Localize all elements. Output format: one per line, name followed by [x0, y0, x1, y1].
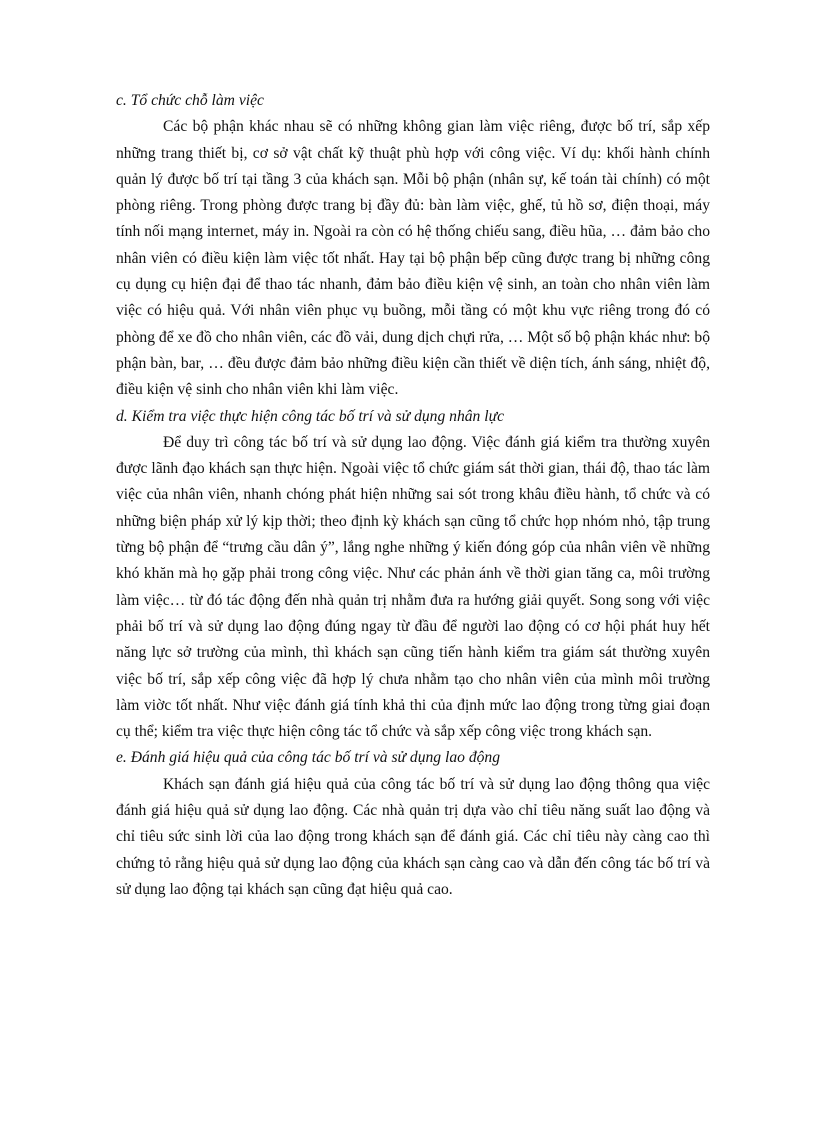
- section-paragraph: Các bộ phận khác nhau sẽ có những không gian làm việc riêng, được bố trí, sắp xếp những trang thiết bị, cơ sở vật chất kỹ thuật phù hợp với công việc. Ví dụ: khối hành chính quản lý được bố trí tại tầng 3 của khách sạn. Mỗi bộ phận (nhân sự, kế toán tài chính) có một phòng riêng. Trong phòng được trang bị đầy đủ: bàn làm việc, ghế, tủ hồ sơ, điện thoại, máy tính nối mạng internet, máy in. Ngoài ra còn có hệ thống chiếu sang, điều hũa, … đảm bảo cho nhân viên có điều kiện làm việc tốt nhất. Hay tại bộ phận bếp cũng được trang bị những công cụ dụng cụ hiện đại để thao tác nhanh, đảm bảo điều kiện vệ sinh, an toàn cho nhân viên làm việc có hiệu quả. Với nhân viên phục vụ buồng, mỗi tầng có một khu vực riêng trong đó có phòng để xe đồ cho nhân viên, các đồ vải, dung dịch chựi rửa, … Một số bộ phận khác như: bộ phận bàn, bar, … đều được đảm bảo những điều kiện cần thiết về diện tích, ánh sáng, nhiệt độ, điều kiện vệ sinh cho nhân viên khi làm việc.: [116, 118, 710, 399]
- section-heading: c. Tổ chức chỗ làm việc: [116, 92, 264, 109]
- section-paragraph: Để duy trì công tác bố trí và sử dụng lao động. Việc đánh giá kiểm tra thường xuyên được lãnh đạo khách sạn thực hiện. Ngoài việc tổ chức giám sát thời gian, thái độ, thao tác làm việc của nhân viên, nhanh chóng phát hiện những sai sót trong khâu điều hành, tổ chức và có những biện pháp xử lý kịp thời; theo định kỳ khách sạn cũng tổ chức họp nhóm nhỏ, tập trung từng bộ phận để “trưng cầu dân ý”, lắng nghe những ý kiến đóng góp của nhân viên về những khó khăn mà họ gặp phải trong công việc. Như các phản ánh về thời gian tăng ca, môi trường làm việc… từ đó tác động đến nhà quản trị nhằm đưa ra hướng giải quyết. Song song với việc phải bố trí và sử dụng lao động đúng ngay từ đầu để người lao động có cơ hội phát huy hết năng lực sở trường của mình, thì khách sạn cũng tiến hành kiểm tra giám sát thường xuyên việc bố trí, sắp xếp công việc đã hợp lý chưa nhằm tạo cho nhân viên của mình môi trường làm viờc tốt nhất. Như việc đánh giá tính khả thi của định mức lao động trong từng giai đoạn cụ thể; kiểm tra việc thực hiện công tác tổ chức và sắp xếp công việc trong khách sạn.: [116, 433, 710, 741]
- section-heading: d. Kiểm tra việc thực hiện công tác bố trí và sử dụng nhân lực: [116, 407, 505, 425]
- document-page: [116, 88, 710, 903]
- section-d: [116, 404, 710, 746]
- section-c: [116, 88, 710, 404]
- section-heading: e. Đánh giá hiệu quả của công tác bố trí và sử dụng lao động: [116, 749, 501, 767]
- section-e: [116, 745, 710, 903]
- section-paragraph: Khách sạn đánh giá hiệu quả của công tác bố trí và sử dụng lao động thông qua việc đánh giá hiệu quả sử dụng lao động. Các nhà quản trị dựa vào chỉ tiêu năng suất lao động và chỉ tiêu sức sinh lời của lao động trong khách sạn để đánh giá. Các chỉ tiêu này càng cao thì chứng tỏ rằng hiệu quả sử dụng lao động của khách sạn càng cao và dẫn đến công tác bố trí và sử dụng lao động tại khách sạn cũng đạt hiệu quả cao.: [116, 775, 710, 898]
